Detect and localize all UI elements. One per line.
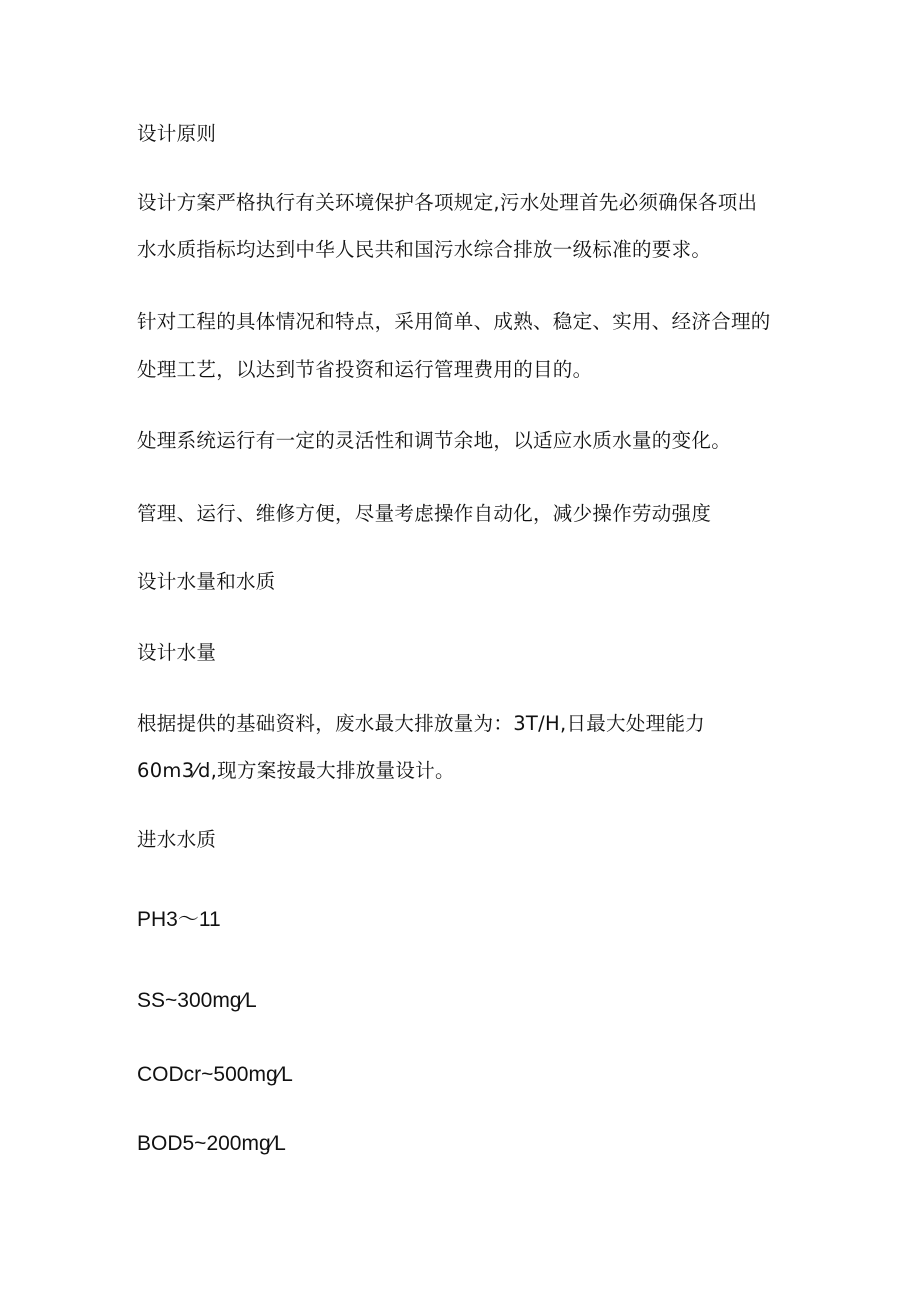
heading-influent-quality: 进水水质: [137, 828, 217, 851]
influent-cod: CODcr~500mg⁄L: [137, 1063, 293, 1086]
heading-design-flow: 设计水量: [137, 641, 217, 664]
influent-bod: BOD5~200mg⁄L: [137, 1132, 286, 1155]
paragraph-2-line-1: 针对工程的具体情况和特点，采用简单、成熟、稳定、实用、经济合理的: [137, 310, 771, 333]
paragraph-1-line-2: 水水质指标均达到中华人民共和国污水综合排放一级标准的要求。: [137, 238, 712, 261]
heading-design-flow-and-quality: 设计水量和水质: [137, 570, 276, 593]
paragraph-3: 处理系统运行有一定的灵活性和调节余地，以适应水质水量的变化。: [137, 429, 732, 452]
paragraph-1-line-1: 设计方案严格执行有关环境保护各项规定,污水处理首先必须确保各项出: [137, 191, 758, 214]
influent-ss: SS~300mg⁄L: [137, 989, 257, 1012]
paragraph-2-line-2: 处理工艺，以达到节省投资和运行管理费用的目的。: [137, 358, 593, 381]
paragraph-5-line-1: 根据提供的基础资料，废水最大排放量为：3T/H,日最大处理能力: [137, 712, 706, 735]
influent-ph: PH3～11: [137, 908, 221, 931]
paragraph-4: 管理、运行、维修方便，尽量考虑操作自动化，减少操作劳动强度: [137, 502, 712, 525]
heading-design-principles: 设计原则: [137, 122, 217, 145]
paragraph-5-line-2: 60m3⁄d,现方案按最大排放量设计。: [137, 759, 455, 782]
